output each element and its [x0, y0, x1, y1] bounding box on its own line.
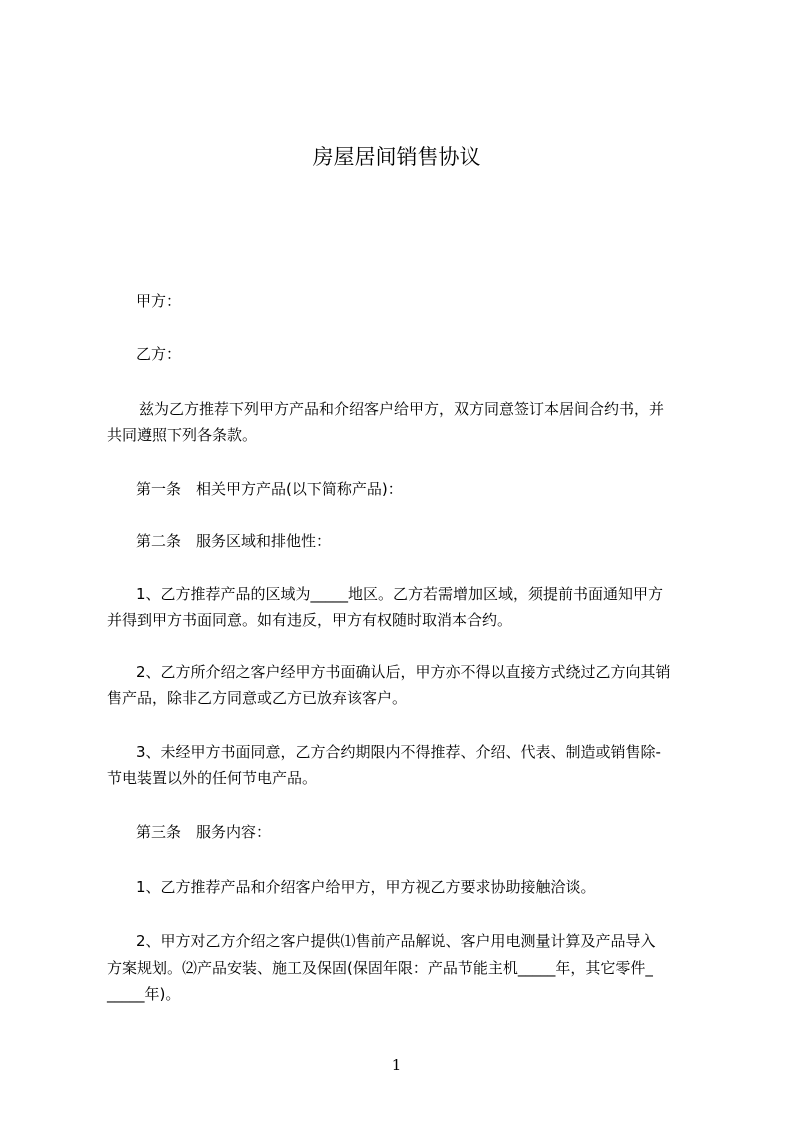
- article-2-item-3-line-1: 3、未经甲方书面同意，乙方合约期限内不得推荐、介绍、代表、制造或销售除-: [136, 743, 661, 761]
- article-3-heading: 第三条 服务内容：: [136, 823, 272, 841]
- article-2-item-3-line-2: 节电装置以外的任何节电产品。: [107, 769, 318, 787]
- article-2-item-1-line-1: 1、乙方推荐产品的区域为_____地区。乙方若需增加区域，须提前书面通知甲方: [136, 585, 664, 603]
- page-number: 1: [391, 1056, 402, 1074]
- article-1-heading: 第一条 相关甲方产品(以下简称产品)：: [136, 480, 403, 498]
- preamble-line-2: 共同遵照下列各条款。: [107, 426, 258, 444]
- party-a-label: 甲方：: [136, 292, 182, 310]
- article-3-item-2-line-2: 方案规划。⑵产品安装、施工及保固(保固年限：产品节能主机_____年，其它零件_: [107, 959, 653, 977]
- article-3-item-2-line-1: 2、甲方对乙方介绍之客户提供⑴售前产品解说、客户用电测量计算及产品导入: [136, 932, 656, 950]
- article-2-item-2-line-1: 2、乙方所介绍之客户经甲方书面确认后，甲方亦不得以直接方式绕过乙方向其销: [136, 663, 671, 681]
- article-2-heading: 第二条 服务区域和排他性：: [136, 532, 332, 550]
- document-title: 房屋居间销售协议: [312, 145, 481, 169]
- article-3-item-1-line-1: 1、乙方推荐产品和介绍客户给甲方，甲方视乙方要求协助接触洽谈。: [136, 878, 596, 896]
- article-3-item-2-line-3: _____年)。: [107, 985, 181, 1003]
- article-2-item-2-line-2: 售产品，除非乙方同意或乙方已放弃该客户。: [107, 689, 408, 707]
- article-2-item-1-line-2: 并得到甲方书面同意。如有违反，甲方有权随时取消本合约。: [107, 611, 513, 629]
- preamble-line-1: 兹为乙方推荐下列甲方产品和介绍客户给甲方，双方同意签订本居间合约书，并: [139, 400, 665, 418]
- party-b-label: 乙方：: [136, 345, 182, 363]
